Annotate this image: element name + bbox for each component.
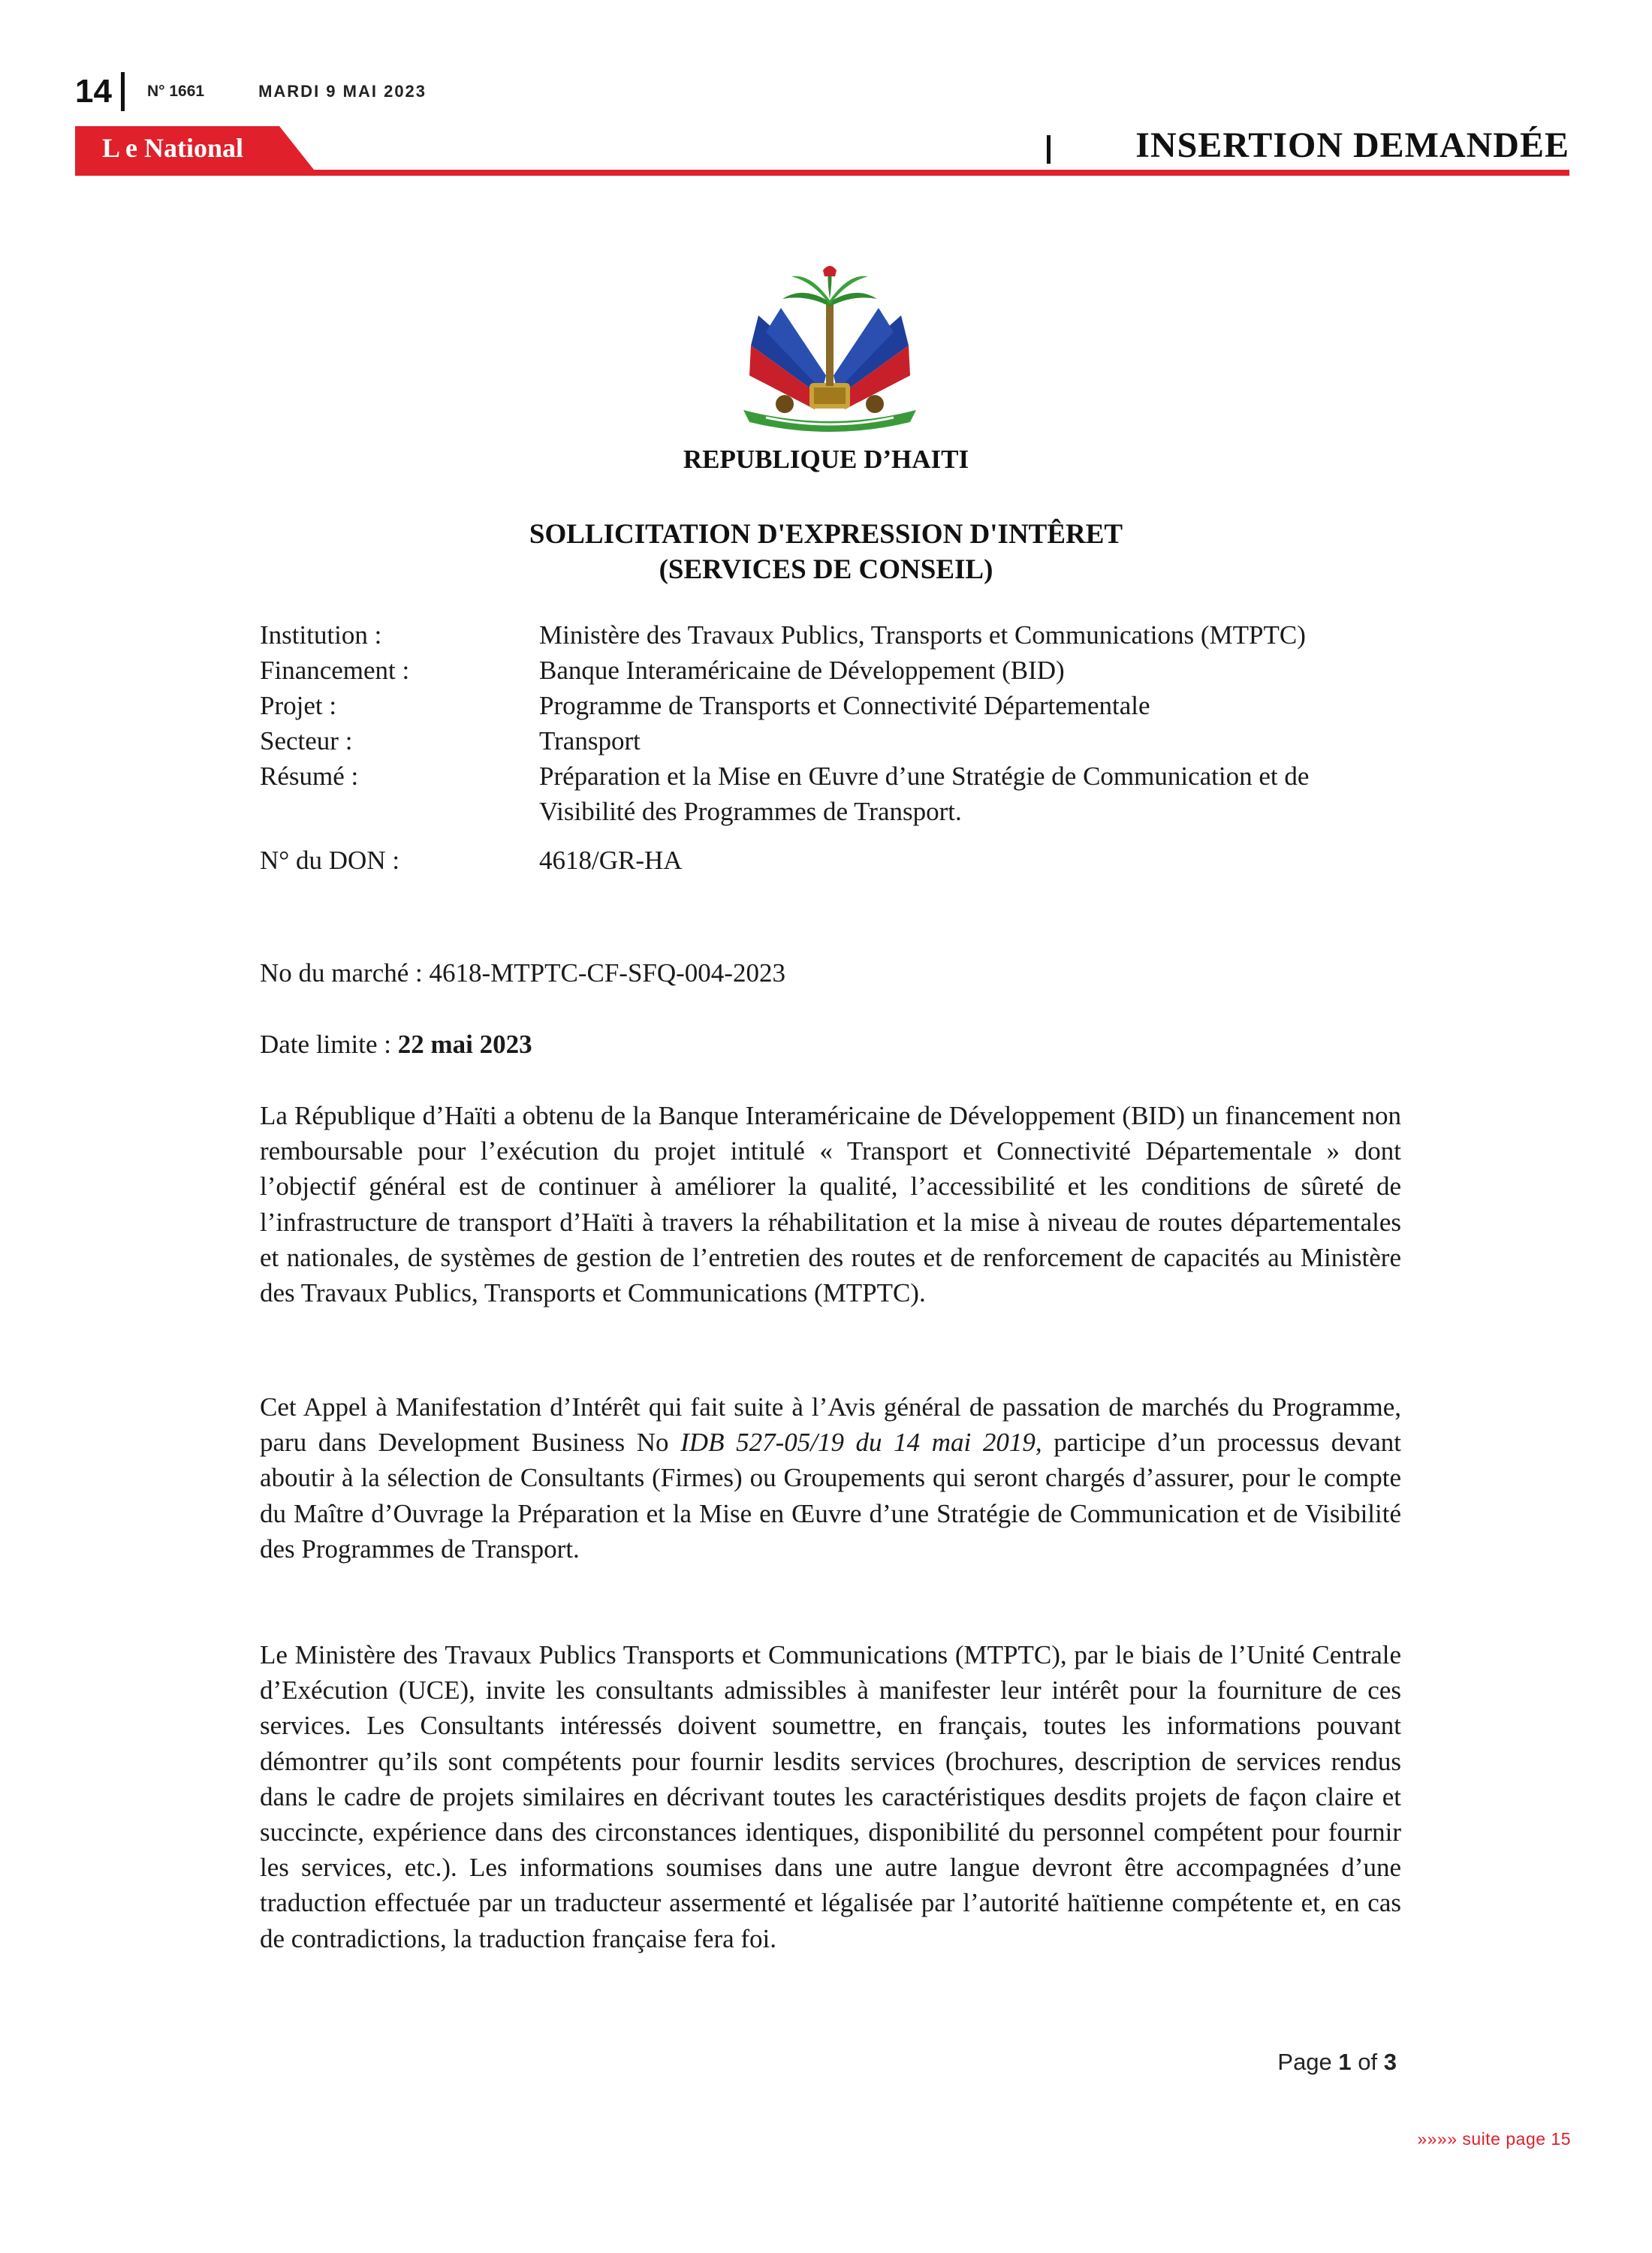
section-divider [1047,135,1051,164]
header-rule [75,170,1569,176]
section-title: INSERTION DEMANDÉE [1135,125,1569,165]
brand-banner [75,126,314,170]
document-fields [260,617,1401,878]
page-indicator-current: 1 [1338,2049,1352,2075]
document-title: SOLLICITATION D'EXPRESSION D'INTÊRET [529,519,1123,550]
field-value: Ministère des Travaux Publics, Transports et Communications (MTPTC) [539,620,1306,650]
page-indicator-total: 3 [1383,2049,1397,2075]
issue-number: N° 1661 [146,83,205,100]
field-row-don [260,843,1401,878]
field-row-financement [260,653,1401,688]
masthead-topline [75,69,427,114]
issue-date: MARDI 9 MAI 2023 [258,82,427,101]
brand-name: L e National [102,133,244,163]
page-indicator-label: Page [1277,2049,1339,2075]
field-value: 4618/GR-HA [539,846,683,875]
field-label: Projet : [260,691,337,720]
field-label: N° du DON : [260,846,400,875]
page-indicator [1277,2049,1397,2076]
paragraph-2-end: participe d’un processus devant aboutir à la sélection de Consultants (Firmes) ou Groupements qui seront chargés d’assurer, pour le compte du Maître d’Ouvrage la Préparation et la Mise en Œuvre d’une Stratégie de Communication et de Visibilité des Programmes de Transport. [260,1428,1402,1564]
continuation-link[interactable]: »»»» suite page 15 [1417,2129,1571,2149]
page-number: 14 [75,73,112,110]
field-label: Financement : [260,656,410,685]
field-value: Transport [539,726,641,756]
field-row-institution [260,617,1401,653]
field-label: Secteur : [260,726,353,756]
field-row-projet [260,688,1401,723]
field-label: Résumé : [260,762,359,791]
field-value: Programme de Transports et Connectivité Départementale [539,691,1150,720]
paragraph-2-start: Cet Appel à Manifestation d’Intérêt qui fait suite à l’Avis général de passation de marchés du Programme, paru dans Development Business No [260,1392,1401,1458]
page-number-divider [121,72,125,111]
document-republic: REPUBLIQUE D’HAITI [683,445,969,474]
field-row-secteur [260,723,1401,759]
haiti-coat-of-arms-icon [713,263,946,436]
paragraph-3: Le Ministère des Travaux Publics Transports et Communications (MTPTC), par le biais de l’Unité Centrale d’Exécution (UCE), invite les consultants admissibles à manifester leur intérêt pour la fourniture de ces services. Les Consultants intéressés doivent soumettre, en français, toutes les informations pouvant démontrer qu’ils sont compétents pour fournir lesdits services (brochures, description de services rendus dans le cadre de projets similaires en décrivant toutes les caractéristiques desdits projets de façon claire et succincte, expérience dans des circonstances identiques, disponibilité du personnel compétent pour fournir les services, etc.). Les informations soumises dans une autre langue devront être accompagnées d’une traduction effectuée par un traducteur assermenté et légalisée par l’autorité haïtienne compétente et, en cas de contradictions, la traduction française fera foi. [260,1640,1401,1953]
page-indicator-of: of [1351,2049,1384,2075]
marche-number: No du marché : 4618-MTPTC-CF-SFQ-004-2023 [260,958,785,988]
field-value: Préparation et la Mise en Œuvre d’une Stratégie de Communication et de Visibilité des Programmes de Transport. [539,762,1310,826]
paragraph-2-reference: IDB 527-05/19 du 14 mai 2019, [680,1428,1042,1458]
paragraph-2 [260,1389,1401,1567]
field-label: Institution : [260,620,382,650]
paragraph-1: La République d’Haïti a obtenu de la Banque Interaméricaine de Développement (BID) un financement non remboursable pour l’exécution du projet intitulé « Transport et Connectivité Départementale » dont l’objectif général est de continuer à améliorer la qualité, l’accessibilité et les conditions de sûreté de l’infrastructure de transport d’Haïti à travers la réhabilitation et la mise à niveau de routes départementales et nationales, de systèmes de gestion de l’entretien des routes et de renforcement de capacités au Ministère des Travaux Publics, Transports et Communications (MTPTC). [260,1101,1401,1308]
deadline [260,1027,532,1062]
field-value: Banque Interaméricaine de Développement (BID) [539,656,1065,685]
field-row-resume [260,759,1401,829]
document-subtitle: (SERVICES DE CONSEIL) [659,554,993,585]
deadline-value: 22 mai 2023 [397,1030,532,1059]
deadline-label: Date limite : [260,1030,398,1059]
